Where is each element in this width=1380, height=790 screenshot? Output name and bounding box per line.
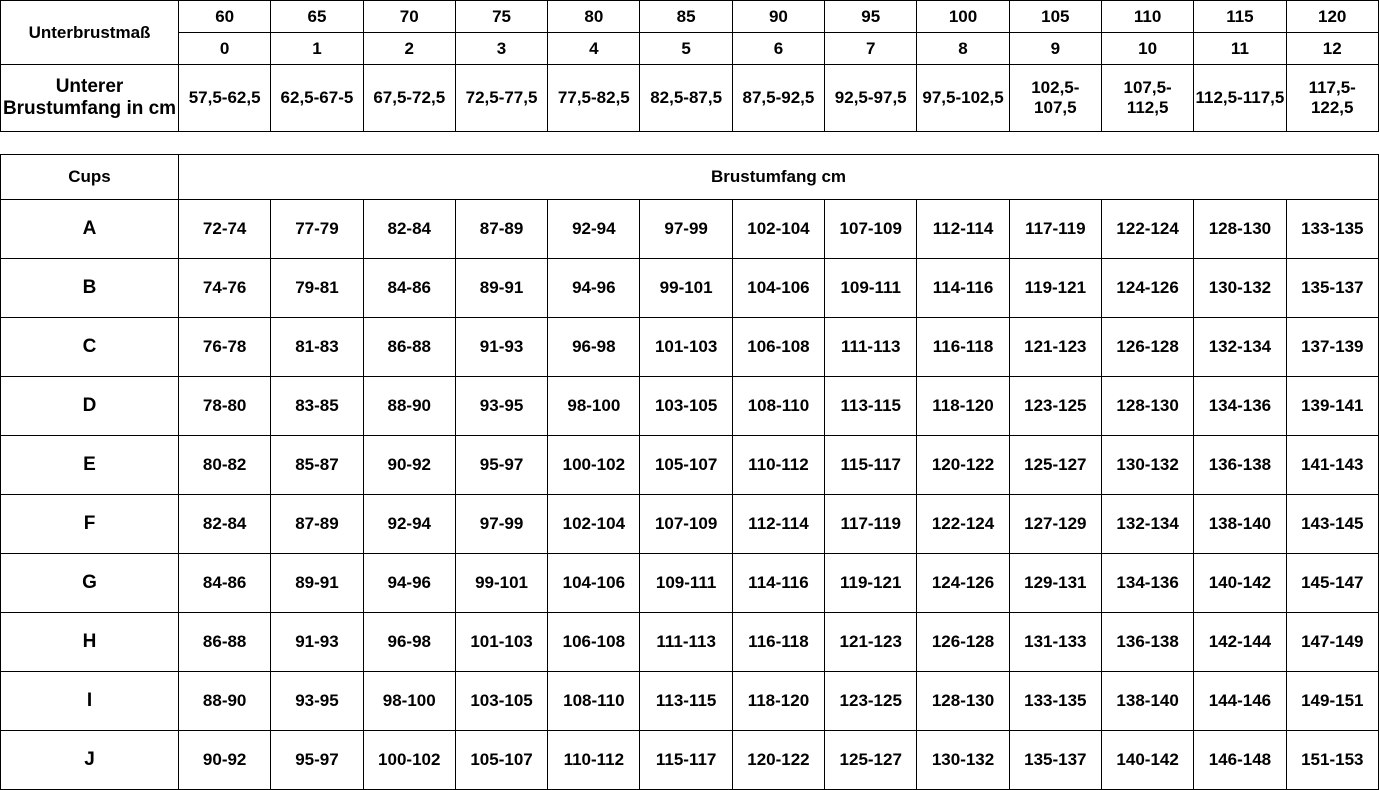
lower-range-cell: 72,5-77,5: [455, 65, 547, 132]
cup-value-cell: 72-74: [179, 200, 271, 259]
cup-value-cell: 132-134: [1101, 495, 1193, 554]
cup-value-cell: 142-144: [1194, 613, 1286, 672]
cup-value-cell: 132-134: [1194, 318, 1286, 377]
cup-value-cell: 100-102: [363, 731, 455, 790]
table-row: [1, 259, 1379, 318]
cup-letter: F: [1, 495, 179, 554]
cup-letter: G: [1, 554, 179, 613]
table-row: [1, 436, 1379, 495]
cup-value-cell: 128-130: [1194, 200, 1286, 259]
band-size-cell: 95: [825, 1, 917, 33]
cup-value-cell: 122-124: [1101, 200, 1193, 259]
band-size-cell: 110: [1101, 1, 1193, 33]
cup-value-cell: 85-87: [271, 436, 363, 495]
cup-value-cell: 108-110: [732, 377, 824, 436]
band-code-cell: 11: [1194, 33, 1286, 65]
lower-range-cell: 117,5-122,5: [1286, 65, 1378, 132]
cup-value-cell: 88-90: [179, 672, 271, 731]
cup-value-cell: 126-128: [1101, 318, 1193, 377]
lower-range-cell: 62,5-67-5: [271, 65, 363, 132]
table-row: [1, 200, 1379, 259]
lower-range-cell: 82,5-87,5: [640, 65, 732, 132]
cup-value-cell: 100-102: [548, 436, 640, 495]
band-size-cell: 90: [732, 1, 824, 33]
cup-value-cell: 116-118: [732, 613, 824, 672]
cup-value-cell: 139-141: [1286, 377, 1378, 436]
cup-value-cell: 103-105: [640, 377, 732, 436]
cup-value-cell: 86-88: [363, 318, 455, 377]
cup-value-cell: 99-101: [640, 259, 732, 318]
cup-value-cell: 89-91: [271, 554, 363, 613]
cup-value-cell: 128-130: [1101, 377, 1193, 436]
cup-value-cell: 130-132: [1194, 259, 1286, 318]
cup-value-cell: 91-93: [455, 318, 547, 377]
lower-range-cell: 112,5-117,5: [1194, 65, 1286, 132]
lower-range-cell: 77,5-82,5: [548, 65, 640, 132]
cup-value-cell: 121-123: [1009, 318, 1101, 377]
cup-value-cell: 90-92: [363, 436, 455, 495]
cup-value-cell: 94-96: [363, 554, 455, 613]
cup-value-cell: 134-136: [1194, 377, 1286, 436]
table-spacer: [0, 132, 1378, 154]
cup-value-cell: 82-84: [179, 495, 271, 554]
cup-value-cell: 99-101: [455, 554, 547, 613]
cup-value-cell: 109-111: [825, 259, 917, 318]
cup-value-cell: 82-84: [363, 200, 455, 259]
lower-range-cell: 57,5-62,5: [179, 65, 271, 132]
cup-letter: C: [1, 318, 179, 377]
cup-value-cell: 92-94: [548, 200, 640, 259]
cup-value-cell: 95-97: [455, 436, 547, 495]
cup-value-cell: 114-116: [917, 259, 1009, 318]
cup-value-cell: 109-111: [640, 554, 732, 613]
band-size-cell: 100: [917, 1, 1009, 33]
cup-value-cell: 112-114: [732, 495, 824, 554]
cup-value-cell: 118-120: [917, 377, 1009, 436]
cup-value-cell: 102-104: [548, 495, 640, 554]
cup-value-cell: 98-100: [363, 672, 455, 731]
cup-value-cell: 130-132: [917, 731, 1009, 790]
cup-value-cell: 89-91: [455, 259, 547, 318]
cup-value-cell: 110-112: [548, 731, 640, 790]
row-label-underbust: Unterbrustmaß: [1, 1, 179, 65]
cup-letter: D: [1, 377, 179, 436]
cup-value-cell: 119-121: [825, 554, 917, 613]
cup-value-cell: 78-80: [179, 377, 271, 436]
brustumfang-title: Brustumfang cm: [179, 155, 1379, 200]
band-code-cell: 0: [179, 33, 271, 65]
cup-value-cell: 107-109: [825, 200, 917, 259]
cup-value-cell: 111-113: [640, 613, 732, 672]
cup-letter: E: [1, 436, 179, 495]
cup-value-cell: 93-95: [271, 672, 363, 731]
cup-value-cell: 90-92: [179, 731, 271, 790]
cup-value-cell: 84-86: [179, 554, 271, 613]
cup-value-cell: 103-105: [455, 672, 547, 731]
cup-value-cell: 87-89: [455, 200, 547, 259]
table-row: [1, 318, 1379, 377]
cup-value-cell: 97-99: [455, 495, 547, 554]
cup-value-cell: 110-112: [732, 436, 824, 495]
cup-value-cell: 94-96: [548, 259, 640, 318]
cup-value-cell: 149-151: [1286, 672, 1378, 731]
cup-value-cell: 128-130: [917, 672, 1009, 731]
table-row: [1, 495, 1379, 554]
cup-value-cell: 76-78: [179, 318, 271, 377]
cup-value-cell: 87-89: [271, 495, 363, 554]
cup-value-cell: 107-109: [640, 495, 732, 554]
cup-value-cell: 115-117: [825, 436, 917, 495]
band-code-cell: 10: [1101, 33, 1193, 65]
lower-range-cell: 97,5-102,5: [917, 65, 1009, 132]
cup-value-cell: 121-123: [825, 613, 917, 672]
lower-range-cell: 107,5-112,5: [1101, 65, 1193, 132]
band-size-cell: 105: [1009, 1, 1101, 33]
cup-value-cell: 118-120: [732, 672, 824, 731]
row-label-lower-circumference: Unterer Brustumfang in cm: [1, 65, 179, 132]
cup-value-cell: 143-145: [1286, 495, 1378, 554]
cup-value-cell: 125-127: [1009, 436, 1101, 495]
band-size-cell: 80: [548, 1, 640, 33]
band-size-row: [1, 1, 1379, 33]
band-code-cell: 7: [825, 33, 917, 65]
band-size-cell: 65: [271, 1, 363, 33]
table-row: [1, 672, 1379, 731]
cup-value-cell: 92-94: [363, 495, 455, 554]
table-row: [1, 377, 1379, 436]
cup-value-cell: 117-119: [1009, 200, 1101, 259]
table-row: [1, 613, 1379, 672]
cup-letter: A: [1, 200, 179, 259]
cup-value-cell: 113-115: [825, 377, 917, 436]
table-row: [1, 731, 1379, 790]
cup-value-cell: 86-88: [179, 613, 271, 672]
cup-value-cell: 119-121: [1009, 259, 1101, 318]
cup-value-cell: 137-139: [1286, 318, 1378, 377]
cup-value-cell: 124-126: [917, 554, 1009, 613]
cup-value-cell: 79-81: [271, 259, 363, 318]
cup-letter: I: [1, 672, 179, 731]
cup-value-cell: 116-118: [917, 318, 1009, 377]
band-size-cell: 75: [455, 1, 547, 33]
cup-letter: H: [1, 613, 179, 672]
table-row: [1, 554, 1379, 613]
cup-value-cell: 80-82: [179, 436, 271, 495]
cup-value-cell: 135-137: [1286, 259, 1378, 318]
cup-value-cell: 120-122: [917, 436, 1009, 495]
cup-value-cell: 88-90: [363, 377, 455, 436]
cup-value-cell: 126-128: [917, 613, 1009, 672]
cup-value-cell: 147-149: [1286, 613, 1378, 672]
cup-value-cell: 129-131: [1009, 554, 1101, 613]
cup-value-cell: 108-110: [548, 672, 640, 731]
lower-range-cell: 67,5-72,5: [363, 65, 455, 132]
cup-value-cell: 138-140: [1194, 495, 1286, 554]
cup-value-cell: 123-125: [1009, 377, 1101, 436]
cup-value-cell: 81-83: [271, 318, 363, 377]
cup-value-cell: 145-147: [1286, 554, 1378, 613]
cup-value-cell: 133-135: [1009, 672, 1101, 731]
cup-value-cell: 112-114: [917, 200, 1009, 259]
band-size-cell: 115: [1194, 1, 1286, 33]
cup-value-cell: 140-142: [1101, 731, 1193, 790]
cup-value-cell: 105-107: [455, 731, 547, 790]
band-code-cell: 9: [1009, 33, 1101, 65]
cup-value-cell: 106-108: [732, 318, 824, 377]
band-code-cell: 12: [1286, 33, 1378, 65]
cup-value-cell: 136-138: [1194, 436, 1286, 495]
cup-value-cell: 98-100: [548, 377, 640, 436]
band-size-table: [0, 0, 1379, 132]
cup-value-cell: 111-113: [825, 318, 917, 377]
cup-value-cell: 102-104: [732, 200, 824, 259]
cup-value-cell: 114-116: [732, 554, 824, 613]
cup-value-cell: 141-143: [1286, 436, 1378, 495]
band-size-cell: 60: [179, 1, 271, 33]
cup-value-cell: 104-106: [548, 554, 640, 613]
cup-value-cell: 106-108: [548, 613, 640, 672]
cup-value-cell: 130-132: [1101, 436, 1193, 495]
cup-value-cell: 134-136: [1101, 554, 1193, 613]
band-code-cell: 5: [640, 33, 732, 65]
cups-title: Cups: [1, 155, 179, 200]
band-code-cell: 6: [732, 33, 824, 65]
cups-header-row: [1, 155, 1379, 200]
cup-value-cell: 101-103: [455, 613, 547, 672]
cup-value-cell: 127-129: [1009, 495, 1101, 554]
lower-circumference-row: [1, 65, 1379, 132]
band-size-cell: 85: [640, 1, 732, 33]
band-code-cell: 4: [548, 33, 640, 65]
cup-size-table: [0, 154, 1379, 790]
lower-range-cell: 87,5-92,5: [732, 65, 824, 132]
cup-value-cell: 93-95: [455, 377, 547, 436]
cup-value-cell: 101-103: [640, 318, 732, 377]
cup-value-cell: 96-98: [363, 613, 455, 672]
band-size-cell: 70: [363, 1, 455, 33]
cup-value-cell: 105-107: [640, 436, 732, 495]
cup-value-cell: 74-76: [179, 259, 271, 318]
cup-value-cell: 135-137: [1009, 731, 1101, 790]
band-code-cell: 8: [917, 33, 1009, 65]
lower-range-cell: 102,5-107,5: [1009, 65, 1101, 132]
cup-value-cell: 84-86: [363, 259, 455, 318]
band-code-cell: 3: [455, 33, 547, 65]
cup-value-cell: 136-138: [1101, 613, 1193, 672]
cup-value-cell: 96-98: [548, 318, 640, 377]
cup-value-cell: 125-127: [825, 731, 917, 790]
band-size-cell: 120: [1286, 1, 1378, 33]
cup-value-cell: 97-99: [640, 200, 732, 259]
cup-value-cell: 151-153: [1286, 731, 1378, 790]
cup-value-cell: 120-122: [732, 731, 824, 790]
cup-value-cell: 104-106: [732, 259, 824, 318]
cup-value-cell: 140-142: [1194, 554, 1286, 613]
cup-value-cell: 124-126: [1101, 259, 1193, 318]
cup-value-cell: 115-117: [640, 731, 732, 790]
cup-letter: B: [1, 259, 179, 318]
cup-value-cell: 113-115: [640, 672, 732, 731]
cup-value-cell: 146-148: [1194, 731, 1286, 790]
lower-range-cell: 92,5-97,5: [825, 65, 917, 132]
cup-value-cell: 138-140: [1101, 672, 1193, 731]
cup-value-cell: 122-124: [917, 495, 1009, 554]
cup-value-cell: 95-97: [271, 731, 363, 790]
cup-value-cell: 91-93: [271, 613, 363, 672]
cup-value-cell: 131-133: [1009, 613, 1101, 672]
cup-value-cell: 123-125: [825, 672, 917, 731]
band-code-row: [1, 33, 1379, 65]
cup-value-cell: 144-146: [1194, 672, 1286, 731]
cup-value-cell: 77-79: [271, 200, 363, 259]
band-code-cell: 1: [271, 33, 363, 65]
band-code-cell: 2: [363, 33, 455, 65]
cup-value-cell: 133-135: [1286, 200, 1378, 259]
cup-value-cell: 117-119: [825, 495, 917, 554]
cup-letter: J: [1, 731, 179, 790]
cup-value-cell: 83-85: [271, 377, 363, 436]
